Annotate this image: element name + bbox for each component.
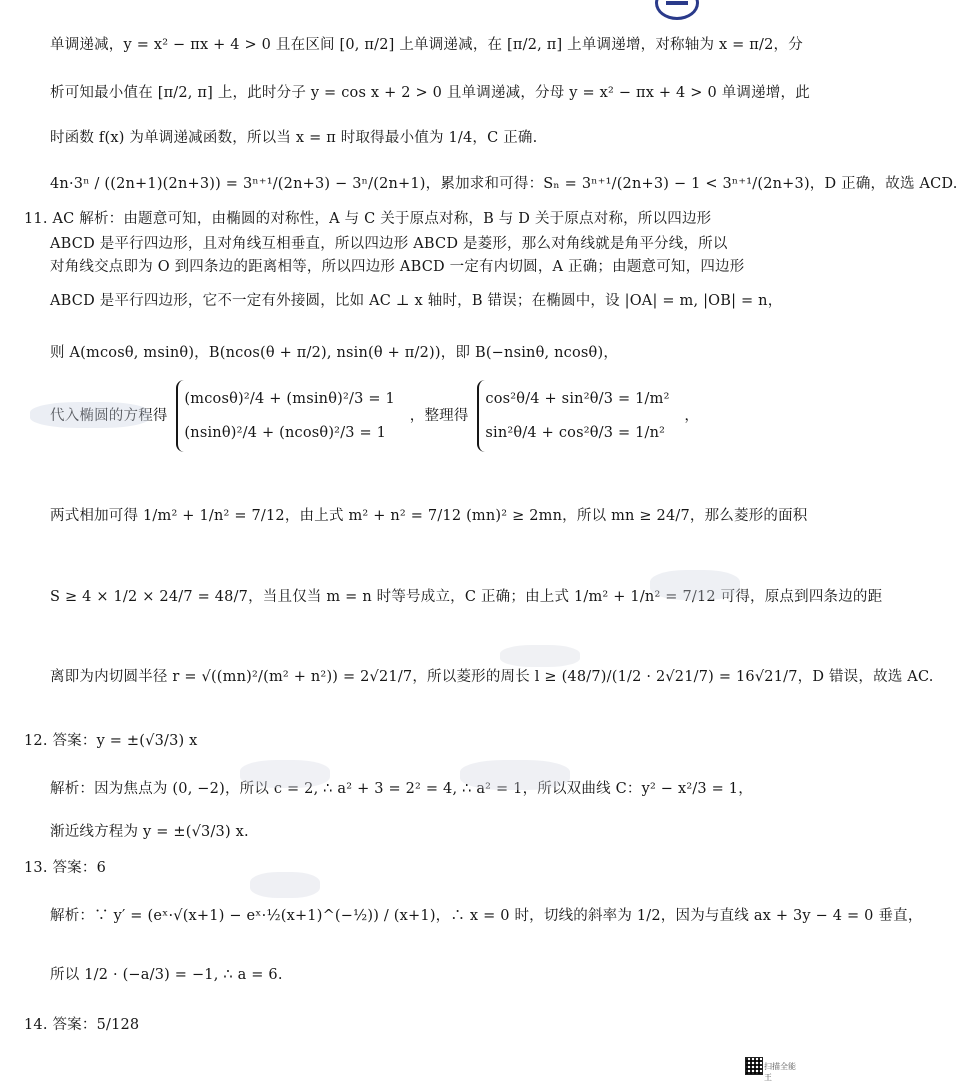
text-line-4: 4n·3ⁿ / ((2n+1)(2n+3)) = 3ⁿ⁺¹/(2n+3) − 3ⁿ/(2n+1)，累加求和可得：Sₙ = 3ⁿ⁺¹/(2n+3) − 1 < 3ⁿ⁺¹/(2n+3)，D 正确，故选 ACD. [50,176,958,192]
system-1-row-1: (mcosθ)²/4 + (msinθ)²/3 = 1 [184,391,395,407]
scanner-watermark: 扫描全能王 [764,1062,796,1082]
problem-14-answer: 14. 答案：5/128 [24,1017,140,1033]
pencil-scribble [250,872,320,898]
problem-11-line-9: 离即为内切圆半径 r = √((mn)²/(m² + n²)) = 2√21/7，所以菱形的周长 l ≥ (48/7)/(1/2 · 2√21/7) = 16√21/7，D 错误，故选 AC. [50,669,934,685]
problem-12-answer: 12. 答案：y = ±(√3/3) x [24,733,198,749]
problem-11-line-8: S ≥ 4 × 1/2 × 24/7 = 48/7，当且仅当 m = n 时等号成立，C 正确；由上式 1/m² + 1/n² = 7/12 可得，原点到四条边的距 [50,589,883,605]
system-1-row-2: (nsinθ)²/4 + (ncosθ)²/3 = 1 [184,425,387,441]
text-line-2: 析可知最小值在 [π/2, π] 上，此时分子 y = cos x + 2 > 0 且单调递减，分母 y = x² − πx + 4 > 0 单调递增，此 [50,85,810,101]
system-2-row-1: cos²θ/4 + sin²θ/3 = 1/m² [485,391,670,407]
problem-13-analysis: 解析：∵ y′ = (eˣ·√(x+1) − eˣ·½(x+1)^(−½)) / (x+1)，∴ x = 0 时，切线的斜率为 1/2，因为与直线 ax + 3y − 4 = 0 垂直， [50,908,923,924]
problem-11-line-1: 11. AC 解析：由题意可知，由椭圆的对称性，A 与 C 关于原点对称，B 与 D 关于原点对称，所以四边形 [24,211,712,227]
logo-mark [655,0,699,20]
pencil-scribble [500,645,580,667]
problem-13-answer: 13. 答案：6 [24,860,106,876]
problem-12-asymptote: 渐近线方程为 y = ±(√3/3) x. [50,824,249,840]
scanner-qr-code [745,1057,763,1075]
problem-11-line-2: ABCD 是平行四边形，且对角线互相垂直，所以四边形 ABCD 是菱形，那么对角线就是角平分线，所以 [50,236,728,252]
system-2-row-2: sin²θ/4 + cos²θ/3 = 1/n² [485,425,666,441]
problem-11-line-4: ABCD 是平行四边形，它不一定有外接圆，比如 AC ⊥ x 轴时，B 错误；在椭圆中，设 |OA| = m, |OB| = n， [50,293,783,309]
pencil-scribble [650,570,740,600]
problem-11-line-7: 两式相加可得 1/m² + 1/n² = 7/12，由上式 m² + n² = 7/12 (mn)² ≥ 2mn，所以 mn ≥ 24/7，那么菱形的面积 [50,508,808,524]
system-comma: ， [684,408,700,424]
pencil-scribble [460,760,570,790]
pencil-scribble [240,760,330,788]
text-line-1: 单调递减，y = x² − πx + 4 > 0 且在区间 [0, π/2] 上单调递减，在 [π/2, π] 上单调递增，对称轴为 x = π/2，分 [50,37,803,53]
pencil-scribble [30,402,150,428]
substitute-label: 代入椭圆的方程得 [50,408,168,424]
problem-11-line-5: 则 A(mcosθ, msinθ)，B(ncos(θ + π/2), nsin(θ + π/2))，即 B(−nsinθ, ncosθ)， [50,345,619,361]
equation-system-1 [176,380,401,452]
equation-system-line [50,380,780,470]
equation-system-2 [477,380,675,452]
problem-12-analysis: 解析：因为焦点为 (0, −2)，所以 c = 2, ∴ a² + 3 = 2² = 4, ∴ a² = 1，所以双曲线 C：y² − x²/3 = 1， [50,781,753,797]
problem-11-line-3: 对角线交点即为 O 到四条边的距离相等，所以四边形 ABCD 一定有内切圆，A 正确；由题意可知，四边形 [50,259,745,275]
problem-13-conclusion: 所以 1/2 · (−a/3) = −1, ∴ a = 6. [50,967,283,983]
text-line-3: 时函数 f(x) 为单调递减函数，所以当 x = π 时取得最小值为 1/4，C 正确. [50,130,538,146]
simplify-label: ，整理得 [409,408,469,424]
